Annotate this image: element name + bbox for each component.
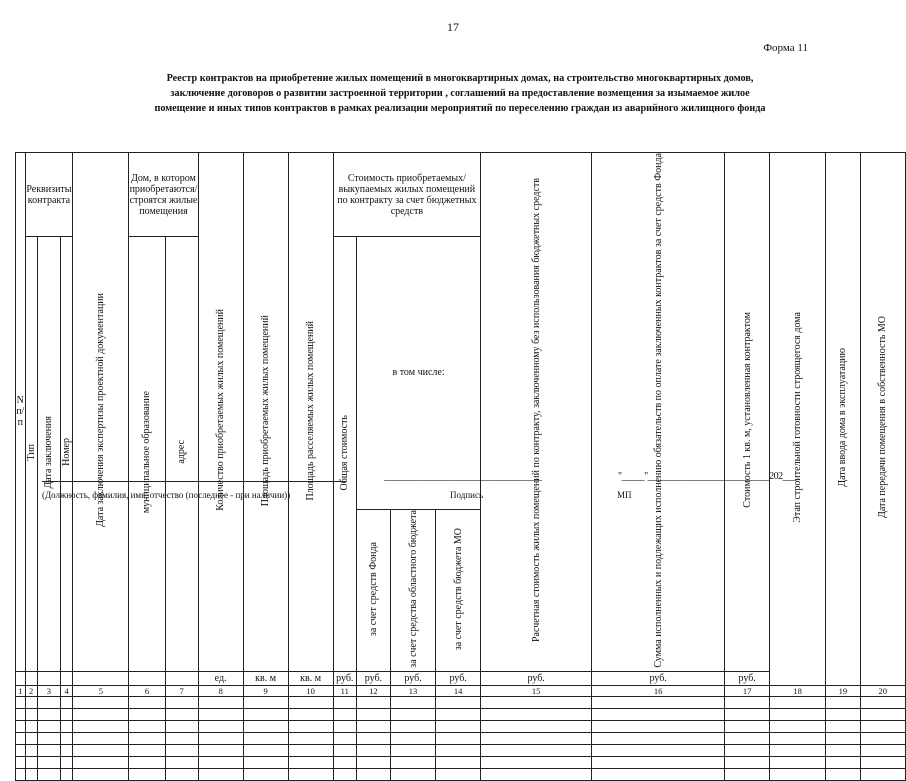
header-fond: за счет средств Фонда bbox=[356, 509, 390, 671]
table-cell bbox=[243, 732, 288, 744]
table-cell bbox=[333, 708, 356, 720]
table-cell bbox=[25, 732, 37, 744]
col-number: 11 bbox=[333, 685, 356, 696]
table-cell bbox=[436, 720, 481, 732]
col-number: 19 bbox=[826, 685, 860, 696]
table-cell bbox=[592, 768, 725, 780]
table-cell bbox=[165, 732, 198, 744]
table-cell bbox=[770, 756, 826, 768]
table-cell bbox=[165, 756, 198, 768]
table-cell bbox=[25, 720, 37, 732]
table-cell bbox=[390, 744, 435, 756]
table-cell bbox=[592, 708, 725, 720]
table-cell bbox=[390, 696, 435, 708]
table-cell bbox=[860, 696, 905, 708]
table-cell bbox=[356, 744, 390, 756]
table-cell bbox=[16, 756, 26, 768]
unit-rub: руб. bbox=[436, 671, 481, 685]
col-number: 17 bbox=[725, 685, 770, 696]
title-line: помещение и иных типов контрактов в рамках реализации мероприятий по переселению граждан из аварийного жилищного фонда bbox=[154, 103, 766, 114]
table-cell bbox=[481, 744, 592, 756]
table-row bbox=[16, 708, 906, 720]
table-cell bbox=[198, 744, 243, 756]
table-row bbox=[16, 744, 906, 756]
header-mo: за счет средств бюджета МО bbox=[436, 509, 481, 671]
header-kol: Количество приобретаемых жилых помещений bbox=[198, 153, 243, 672]
column-numbers-row bbox=[16, 685, 906, 696]
table-cell bbox=[860, 768, 905, 780]
table-cell bbox=[37, 744, 60, 756]
table-cell bbox=[481, 756, 592, 768]
table-cell bbox=[165, 708, 198, 720]
table-cell bbox=[826, 744, 860, 756]
table-cell bbox=[288, 756, 333, 768]
unit-cell bbox=[60, 671, 72, 685]
title-line: заключение договоров о развитии застроенной территории , соглашений на предоставление возмещения за изымаемое жилое bbox=[170, 88, 750, 99]
table-cell bbox=[198, 696, 243, 708]
header-mun: муниципальное образование bbox=[129, 237, 165, 672]
table-cell bbox=[826, 732, 860, 744]
table-cell bbox=[725, 732, 770, 744]
table-cell bbox=[129, 768, 165, 780]
table-cell bbox=[725, 744, 770, 756]
table-row bbox=[16, 720, 906, 732]
table-cell bbox=[243, 744, 288, 756]
table-cell bbox=[356, 720, 390, 732]
table-cell bbox=[60, 768, 72, 780]
position-name-line bbox=[42, 481, 346, 482]
table-cell bbox=[16, 708, 26, 720]
table-cell bbox=[129, 744, 165, 756]
table-cell bbox=[356, 708, 390, 720]
table-cell bbox=[826, 720, 860, 732]
col-number: 9 bbox=[243, 685, 288, 696]
unit-cell bbox=[16, 671, 26, 685]
table-cell bbox=[288, 708, 333, 720]
table-cell bbox=[390, 708, 435, 720]
table-cell bbox=[25, 768, 37, 780]
table-cell bbox=[288, 744, 333, 756]
table-cell bbox=[436, 744, 481, 756]
table-cell bbox=[73, 708, 129, 720]
col-number: 5 bbox=[73, 685, 129, 696]
unit-cell bbox=[73, 671, 129, 685]
page-number: 17 bbox=[447, 20, 459, 34]
table-cell bbox=[481, 708, 592, 720]
registry-table bbox=[15, 152, 906, 781]
unit-rub: руб. bbox=[481, 671, 592, 685]
table-cell bbox=[770, 768, 826, 780]
table-cell bbox=[165, 768, 198, 780]
table-cell bbox=[826, 696, 860, 708]
table-cell bbox=[288, 696, 333, 708]
date-line: "_____"___________________________202___ bbox=[618, 471, 797, 482]
table-cell bbox=[243, 720, 288, 732]
table-cell bbox=[592, 756, 725, 768]
table-cell bbox=[37, 768, 60, 780]
table-cell bbox=[356, 768, 390, 780]
unit-cell bbox=[129, 671, 165, 685]
table-cell bbox=[243, 768, 288, 780]
header-dom: Дом, в котором приобретаются/строятся жилые помещения bbox=[129, 153, 198, 237]
table-cell bbox=[356, 696, 390, 708]
table-cell bbox=[288, 768, 333, 780]
header-nomer: Номер bbox=[60, 237, 72, 672]
header-pl-ras: Площадь расселяемых жилых помещений bbox=[288, 153, 333, 672]
table-cell bbox=[25, 696, 37, 708]
col-number: 8 bbox=[198, 685, 243, 696]
unit-rub: руб. bbox=[725, 671, 770, 685]
unit-cell bbox=[25, 671, 37, 685]
unit-rub: руб. bbox=[356, 671, 390, 685]
table-cell bbox=[770, 696, 826, 708]
stamp-caption: МП bbox=[617, 490, 632, 500]
table-cell bbox=[73, 768, 129, 780]
table-cell bbox=[198, 732, 243, 744]
table-cell bbox=[860, 756, 905, 768]
table-cell bbox=[826, 768, 860, 780]
header-vvod: Дата ввода дома в эксплуатацию bbox=[826, 153, 860, 686]
table-cell bbox=[16, 696, 26, 708]
table-cell bbox=[37, 696, 60, 708]
col-number: 10 bbox=[288, 685, 333, 696]
header-data-zakl: Дата заключения bbox=[37, 237, 60, 672]
header-stoimost: Стоимость приобретаемых/выкупаемых жилых помещений по контракту за счет бюджетных средств bbox=[333, 153, 481, 237]
table-cell bbox=[25, 744, 37, 756]
table-cell bbox=[37, 756, 60, 768]
table-cell bbox=[725, 720, 770, 732]
unit-rub: руб. bbox=[390, 671, 435, 685]
table-cell bbox=[60, 708, 72, 720]
table-cell bbox=[725, 696, 770, 708]
table-cell bbox=[592, 720, 725, 732]
table-cell bbox=[725, 768, 770, 780]
title-line: Реестр контрактов на приобретение жилых помещений в многоквартирных домах, на строительство многоквартирных домов, bbox=[166, 73, 754, 84]
unit-rub: руб. bbox=[592, 671, 725, 685]
table-cell bbox=[60, 744, 72, 756]
signature-caption: Подпись bbox=[450, 490, 484, 500]
table-cell bbox=[592, 732, 725, 744]
table-cell bbox=[481, 696, 592, 708]
table-cell bbox=[860, 732, 905, 744]
table-cell bbox=[288, 732, 333, 744]
form-label: Форма 11 bbox=[763, 42, 808, 54]
unit-rub: руб. bbox=[333, 671, 356, 685]
table-cell bbox=[288, 720, 333, 732]
table-cell bbox=[333, 696, 356, 708]
header-ekspertiza: Дата заключения экспертизы проектной документации bbox=[73, 153, 129, 672]
col-number: 1 bbox=[16, 685, 26, 696]
table-cell bbox=[436, 756, 481, 768]
table-cell bbox=[592, 744, 725, 756]
col-number: 7 bbox=[165, 685, 198, 696]
table-cell bbox=[860, 708, 905, 720]
table-cell bbox=[333, 732, 356, 744]
table-cell bbox=[165, 720, 198, 732]
table-cell bbox=[436, 696, 481, 708]
col-number: 20 bbox=[860, 685, 905, 696]
table-cell bbox=[436, 768, 481, 780]
header-pl-pri: Площадь приобретаемых жилых помещений bbox=[243, 153, 288, 672]
table-cell bbox=[73, 744, 129, 756]
header-obl: за счет средства областного бюджета bbox=[390, 509, 435, 671]
table-cell bbox=[129, 696, 165, 708]
table-cell bbox=[60, 696, 72, 708]
table-cell bbox=[390, 732, 435, 744]
col-number: 3 bbox=[37, 685, 60, 696]
table-cell bbox=[333, 756, 356, 768]
table-cell bbox=[436, 732, 481, 744]
col-number: 14 bbox=[436, 685, 481, 696]
table-cell bbox=[826, 756, 860, 768]
table-cell bbox=[333, 744, 356, 756]
table-cell bbox=[198, 720, 243, 732]
table-cell bbox=[37, 720, 60, 732]
table-cell bbox=[16, 732, 26, 744]
unit-cell bbox=[37, 671, 60, 685]
table-cell bbox=[198, 708, 243, 720]
header-v-tom: в том числе: bbox=[356, 237, 480, 510]
col-number: 13 bbox=[390, 685, 435, 696]
table-cell bbox=[16, 744, 26, 756]
table-row bbox=[16, 768, 906, 780]
col-number: 6 bbox=[129, 685, 165, 696]
table-cell bbox=[481, 732, 592, 744]
signature-line: ___________________________________ bbox=[384, 471, 542, 482]
table-cell bbox=[390, 768, 435, 780]
table-cell bbox=[198, 768, 243, 780]
unit-kv: кв. м bbox=[243, 671, 288, 685]
table-cell bbox=[725, 756, 770, 768]
col-number: 15 bbox=[481, 685, 592, 696]
table-cell bbox=[73, 732, 129, 744]
table-row bbox=[16, 696, 906, 708]
table-cell bbox=[60, 720, 72, 732]
document-title bbox=[100, 71, 820, 116]
col-number: 4 bbox=[60, 685, 72, 696]
table-row bbox=[16, 732, 906, 744]
table-cell bbox=[243, 708, 288, 720]
table-cell bbox=[725, 708, 770, 720]
header-obsh: Общая стоимость bbox=[333, 237, 356, 672]
table-cell bbox=[826, 708, 860, 720]
table-cell bbox=[243, 696, 288, 708]
table-row bbox=[16, 756, 906, 768]
header-n: N п/п bbox=[16, 153, 26, 672]
header-summa: Сумма исполненных и подлежащих исполнению обязательств по оплате заключенных контрактов за счет средств Фонда bbox=[592, 153, 725, 672]
header-adres: адрес bbox=[165, 237, 198, 672]
table-cell bbox=[198, 756, 243, 768]
table-cell bbox=[25, 756, 37, 768]
header-tip: Тип bbox=[25, 237, 37, 672]
table-cell bbox=[390, 756, 435, 768]
table-cell bbox=[770, 744, 826, 756]
table-cell bbox=[243, 756, 288, 768]
header-st1: Стоимость 1 кв. м, установленная контрактом bbox=[725, 153, 770, 672]
col-number: 2 bbox=[25, 685, 37, 696]
table-cell bbox=[37, 708, 60, 720]
table-cell bbox=[129, 732, 165, 744]
table-cell bbox=[73, 696, 129, 708]
header-etap: Этап строительной готовности строящегося дома bbox=[770, 153, 826, 686]
unit-kv: кв. м bbox=[288, 671, 333, 685]
unit-cell bbox=[165, 671, 198, 685]
table-cell bbox=[60, 756, 72, 768]
header-raschet: Расчетная стоимость жилых помещений по контракту, заключенному без использования бюджетных средств bbox=[481, 153, 592, 672]
table-cell bbox=[356, 756, 390, 768]
table-cell bbox=[436, 708, 481, 720]
table-cell bbox=[37, 732, 60, 744]
table-cell bbox=[60, 732, 72, 744]
table-cell bbox=[481, 768, 592, 780]
table-cell bbox=[592, 696, 725, 708]
table-cell bbox=[165, 696, 198, 708]
header-peredacha: Дата передачи помещения в собственность МО bbox=[860, 153, 905, 686]
table-cell bbox=[860, 720, 905, 732]
table-cell bbox=[481, 720, 592, 732]
table-cell bbox=[390, 720, 435, 732]
position-name-caption: (Должность, фамилия, имя, отчество (последнее - при наличии)) bbox=[42, 490, 291, 500]
table-cell bbox=[16, 720, 26, 732]
table-cell bbox=[165, 744, 198, 756]
table-cell bbox=[73, 720, 129, 732]
table-cell bbox=[16, 768, 26, 780]
col-number: 16 bbox=[592, 685, 725, 696]
table-cell bbox=[129, 720, 165, 732]
table-cell bbox=[770, 720, 826, 732]
col-number: 18 bbox=[770, 685, 826, 696]
table-cell bbox=[333, 768, 356, 780]
unit-ed: ед. bbox=[198, 671, 243, 685]
table-cell bbox=[770, 732, 826, 744]
table-cell bbox=[25, 708, 37, 720]
table-cell bbox=[770, 708, 826, 720]
table-cell bbox=[860, 744, 905, 756]
table-cell bbox=[356, 732, 390, 744]
table-cell bbox=[333, 720, 356, 732]
col-number: 12 bbox=[356, 685, 390, 696]
table-cell bbox=[73, 756, 129, 768]
table-cell bbox=[129, 756, 165, 768]
table-cell bbox=[129, 708, 165, 720]
header-rekvizity: Реквизиты контракта bbox=[25, 153, 73, 237]
